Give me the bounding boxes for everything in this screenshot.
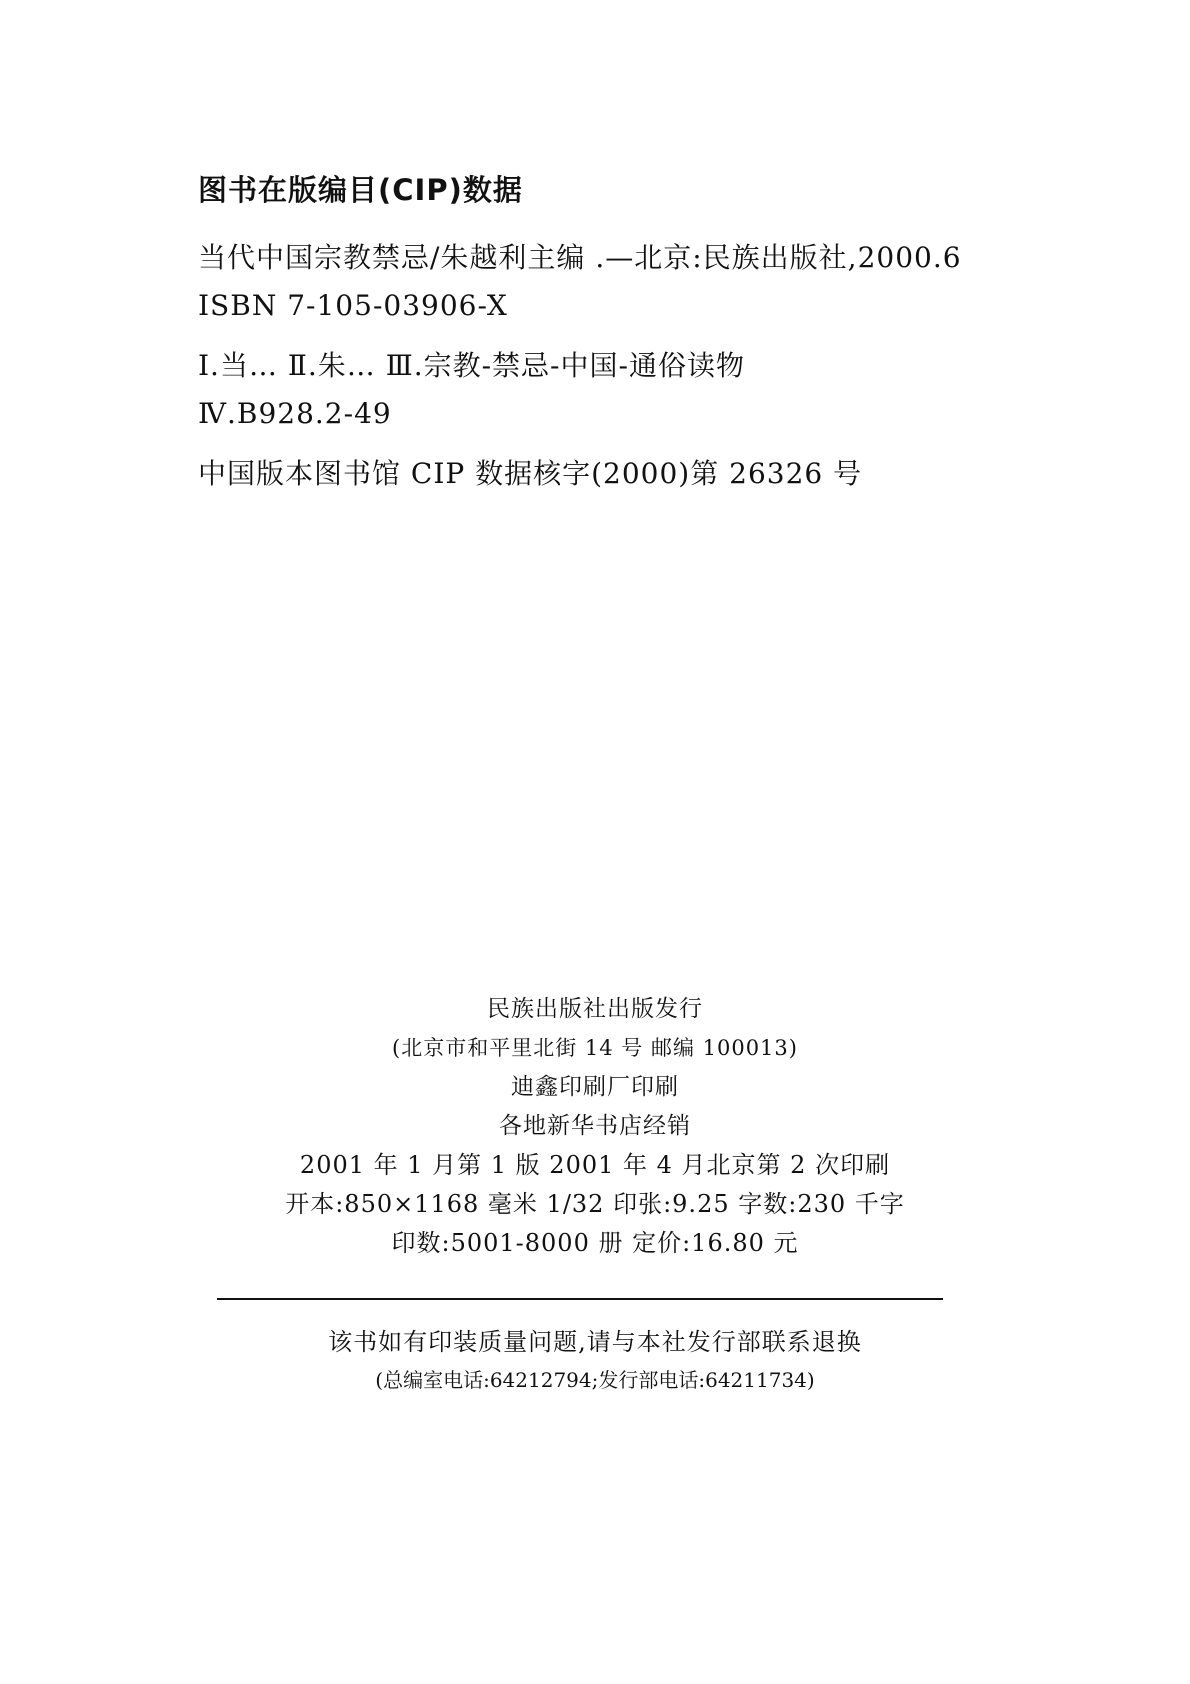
quality-notice	[0, 1322, 1190, 1398]
imprint-format: 开本:850×1168 毫米 1/32 印张:9.25 字数:230 千字	[285, 1190, 905, 1218]
divider-rule	[217, 1298, 943, 1300]
imprint-print-run-price: 印数:5001-8000 册 定价:16.80 元	[391, 1229, 799, 1257]
imprint-printer: 迪鑫印刷厂印刷	[511, 1074, 679, 1100]
cip-data-block	[198, 170, 1078, 498]
cip-verification-line: 中国版本图书馆 CIP 数据核字(2000)第 26326 号	[198, 457, 863, 490]
quality-notice-contacts: (总编室电话:64212794;发行部电话:64211734)	[375, 1368, 815, 1392]
cip-classification-line: Ⅳ.B928.2-49	[198, 397, 392, 430]
imprint-distributor: 各地新华书店经销	[499, 1113, 691, 1139]
cip-heading: 图书在版编目(CIP)数据	[198, 173, 523, 207]
cip-title-line: 当代中国宗教禁忌/朱越利主编 .—北京:民族出版社,2000.6	[198, 241, 962, 274]
imprint-publisher: 民族出版社出版发行	[487, 996, 703, 1022]
quality-notice-main: 该书如有印装质量问题,请与本社发行部联系退换	[328, 1328, 862, 1356]
cip-subject-line: Ⅰ.当… Ⅱ.朱… Ⅲ.宗教-禁忌-中国-通俗读物	[198, 349, 745, 382]
imprint-edition: 2001 年 1 月第 1 版 2001 年 4 月北京第 2 次印刷	[299, 1151, 891, 1179]
cip-isbn-line: ISBN 7-105-03906-X	[198, 289, 508, 322]
imprint-address: (北京市和平里北街 14 号 邮编 100013)	[392, 1036, 798, 1060]
imprint-block	[0, 990, 1190, 1263]
